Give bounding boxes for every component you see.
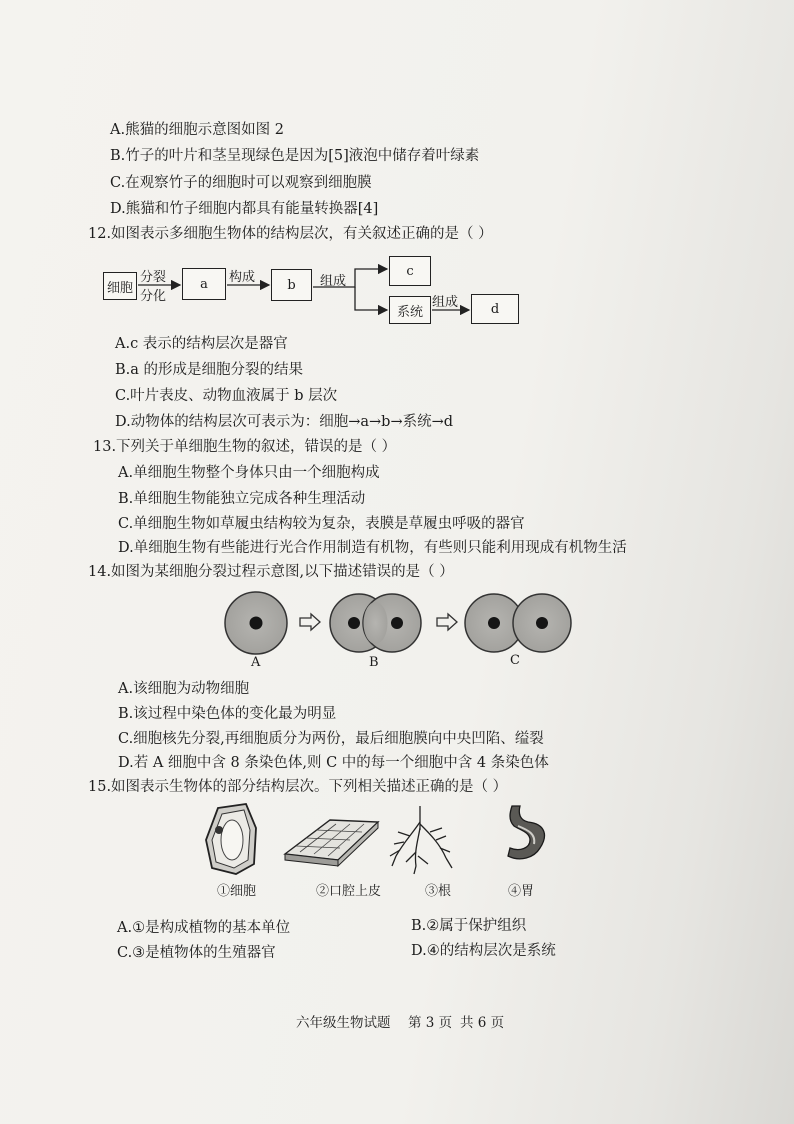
q13-option-c: C.单细胞生物如草履虫结构较为复杂，表膜是草履虫呼吸的器官 (118, 516, 525, 532)
q14-option-c: C.细胞核先分裂,再细胞质分为两份，最后细胞膜向中央凹陷、缢裂 (118, 731, 544, 747)
caption-stomach: ④胃 (508, 884, 535, 899)
q11-option-d: D.熊猫和竹子细胞内都具有能量转换器[4] (110, 201, 379, 217)
q12-option-a: A.c 表示的结构层次是器官 (115, 336, 288, 352)
q15-stem: 15.如图表示生物体的部分结构层次。下列相关描述正确的是（ ） (88, 779, 508, 795)
cell-b-nucleus-right (391, 617, 403, 629)
q11-option-c: C.在观察竹子的细胞时可以观察到细胞膜 (110, 175, 372, 191)
caption-cell: ①细胞 (217, 884, 257, 899)
q13-option-b: B.单细胞生物能独立完成各种生理活动 (118, 491, 366, 507)
cell-label-b: B (369, 655, 379, 670)
cell-division-figure (0, 585, 794, 680)
q12-stem: 12.如图表示多细胞生物体的结构层次，有关叙述正确的是（ ） (88, 226, 493, 242)
division-arrow-1 (300, 614, 320, 630)
footer-total-pages: 共 6 页 (460, 1015, 505, 1031)
q15-option-c: C.③是植物体的生殖器官 (117, 945, 276, 961)
footer-page-number: 第 3 页 (408, 1015, 453, 1031)
q14-stem: 14.如图为某细胞分裂过程示意图,以下描述错误的是（ ） (88, 564, 454, 580)
division-arrow-2 (437, 614, 457, 630)
cell-a-nucleus (250, 617, 263, 630)
diagram-system-box: 系统 (389, 296, 431, 324)
diagram-form-label: 构成 (229, 270, 256, 285)
q11-option-a: A.熊猫的细胞示意图如图 2 (110, 122, 284, 138)
q12-option-b: B.a 的形成是细胞分裂的结果 (115, 362, 304, 378)
diagram-b-box: b (271, 269, 312, 301)
q15-option-d: D.④的结构层次是系统 (411, 943, 556, 959)
q15-option-a: A.①是构成植物的基本单位 (117, 920, 291, 936)
arrow-b-to-system (355, 287, 387, 310)
q15-option-b: B.②属于保护组织 (411, 918, 527, 934)
stomach-image (508, 806, 544, 859)
cell-b-nucleus-left (348, 617, 360, 629)
diagram-compose-label-2: 组成 (432, 295, 459, 310)
cell-c-nucleus-right (536, 617, 548, 629)
diagram-a-box: a (182, 268, 226, 300)
q13-option-d: D.单细胞生物有些能进行光合作用制造有机物，有些则只能利用现成有机物生活 (118, 540, 627, 556)
arrow-b-to-c (313, 269, 387, 287)
diagram-compose-label-1: 组成 (320, 274, 347, 289)
q14-option-b: B.该过程中染色体的变化最为明显 (118, 706, 337, 722)
plant-cell-image (206, 804, 256, 874)
q13-option-a: A.单细胞生物整个身体只由一个细胞构成 (118, 465, 380, 481)
q11-option-b: B.竹子的叶片和茎呈现绿色是因为[5]液泡中储存着叶绿素 (110, 148, 480, 164)
q12-option-c: C.叶片表皮、动物血液属于 b 层次 (115, 388, 338, 404)
root-image (390, 806, 452, 874)
diagram-differentiate-label: 分化 (140, 289, 167, 304)
epithelium-tissue-image (285, 820, 378, 866)
diagram-cell-box: 细胞 (103, 272, 137, 300)
q14-option-a: A.该细胞为动物细胞 (118, 681, 250, 697)
diagram-d-box: d (471, 294, 519, 324)
structure-levels-figure (0, 800, 794, 880)
caption-epithelium: ②口腔上皮 (316, 884, 382, 899)
cell-c-nucleus-left (488, 617, 500, 629)
caption-root: ③根 (425, 884, 452, 899)
cell-label-a: A (251, 655, 261, 670)
q13-stem: 13.下列关于单细胞生物的叙述，错误的是（ ） (93, 439, 397, 455)
cell-label-c: C (510, 653, 520, 668)
diagram-split-label: 分裂 (140, 270, 167, 285)
footer-subject: 六年级生物试题 (296, 1015, 391, 1031)
diagram-c-box: c (389, 256, 431, 286)
q14-option-d: D.若 A 细胞中含 8 条染色体,则 C 中的每一个细胞中含 4 条染色体 (118, 755, 549, 771)
q12-option-d: D.动物体的结构层次可表示为：细胞→a→b→系统→d (115, 414, 454, 430)
